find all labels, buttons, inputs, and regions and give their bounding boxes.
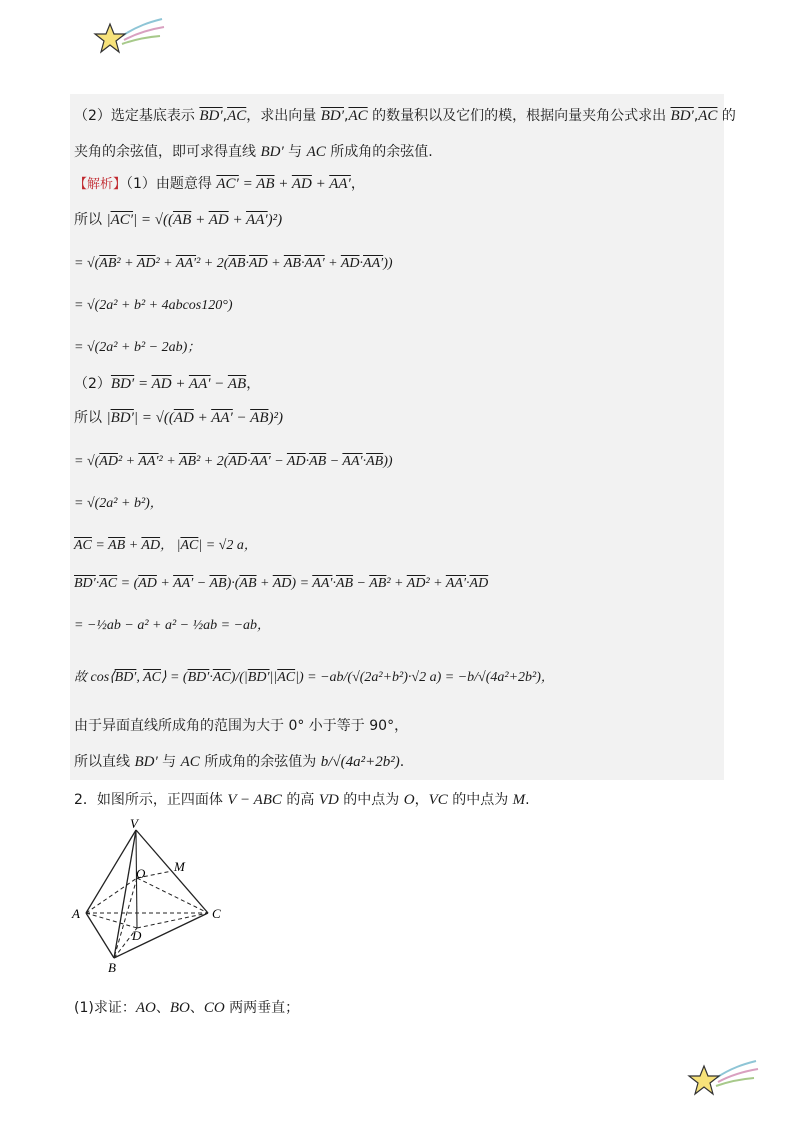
solution-line-10: $\overline{AC} = \overline{AB} + \overline{AD}$， $|\overline{AC}| = √2$ a， — [74, 538, 257, 553]
solution-line-5: = √(2a² + b² − 2ab)； — [74, 340, 201, 355]
solution-line-11: $BD'\cdot\overline{AC} = (\overline{AD} + AA' - \overline{AB})\cdot(\overline{AB} + \overline{AD}) = AA'\cdot\overline{AB} - \overline{AB}^2 + \overline{AD}^2 + AA'\cdot\overline{AD}$ — [74, 576, 489, 591]
question-2: 2．如图所示，正四面体 V − ABC 的高 VD 的中点为 O，VC 的中点为 M. — [74, 792, 530, 808]
label-C: C — [212, 906, 221, 921]
solution-line-4: = √(2a² + b² + 4abcos120°) — [74, 298, 233, 313]
label-B: B — [108, 960, 116, 975]
solution-line-13: 故 cos⟨BD′, $\overline{AC}⟩ = (BD'\cdot\overline{AC})/(|BD'||\overline{AC}|) = -ab/(√(2a^2+b^2)\cdot√2$ a) = −b/√(4a²+2b²)， — [74, 670, 554, 685]
solution-line-9: = √(2a² + b²)， — [74, 496, 163, 511]
solution-tag: 【解析】 — [74, 177, 127, 192]
answer-shade — [70, 240, 724, 780]
label-M: M — [174, 859, 185, 874]
solution-line-1: 【解析】（1）由题意得 $AC' = \overline{AB} + \overline{AD} + AA'$， — [74, 176, 365, 192]
shooting-star-icon — [92, 14, 166, 60]
label-A: A — [72, 906, 80, 921]
solution-line-14: 由于异面直线所成角的范围为大于 0° 小于等于 90°， — [74, 718, 409, 734]
solution-line-7: 所以 $|BD'| = √((\overline{AD} + AA' - \overline{AB})^2)$ — [74, 410, 283, 426]
solution-line-2: 所以 $|AC'| = √((\overline{AB} + \overline{AD} + AA')^2)$ — [74, 212, 283, 228]
label-V: V — [130, 816, 138, 831]
label-O: O — [136, 866, 146, 881]
method-line-2: 夹角的余弦值，即可求得直线 BD′ 与 AC 所成角的余弦值. — [74, 144, 433, 160]
question-2-sub-1: (1)求证：AO、BO、CO 两两垂直； — [74, 1000, 300, 1016]
tetrahedron-figure — [66, 816, 236, 976]
shooting-star-icon — [686, 1056, 760, 1102]
solution-line-12: = −½ab − a² + a² − ½ab = −ab， — [74, 618, 271, 633]
solution-line-15: 所以直线 BD′ 与 AC 所成角的余弦值为 b/√(4a²+2b²). — [74, 754, 405, 770]
solution-line-3: = $√(\overline{AB}^2 + \overline{AD}^2 + AA'^2 + 2(\overline{AB}\cdot\overline{AD} + \overline{AB}\cdot AA' + \overline{AD}\cdot AA'))$ — [74, 256, 393, 271]
label-D: D — [132, 928, 142, 943]
solution-line-8: = $√(\overline{AD}^2 + AA'^2 + \overline{AB}^2 + 2(\overline{AD}\cdot AA' - \overline{AD}\cdot\overline{AB} - AA'\cdot\overline{AB}))$ — [74, 454, 393, 469]
method-line-1: （2）选定基底表示 $BD',\overline{AC}$，求出向量 $BD',\overline{AC}$ 的数量积以及它们的模，根据向量夹角公式求出 $BD',\overline{AC}$ 的 — [74, 108, 736, 124]
solution-line-6: $(2)BD' = \overline{AD} + AA' - \overline{AB}$， — [74, 376, 261, 392]
